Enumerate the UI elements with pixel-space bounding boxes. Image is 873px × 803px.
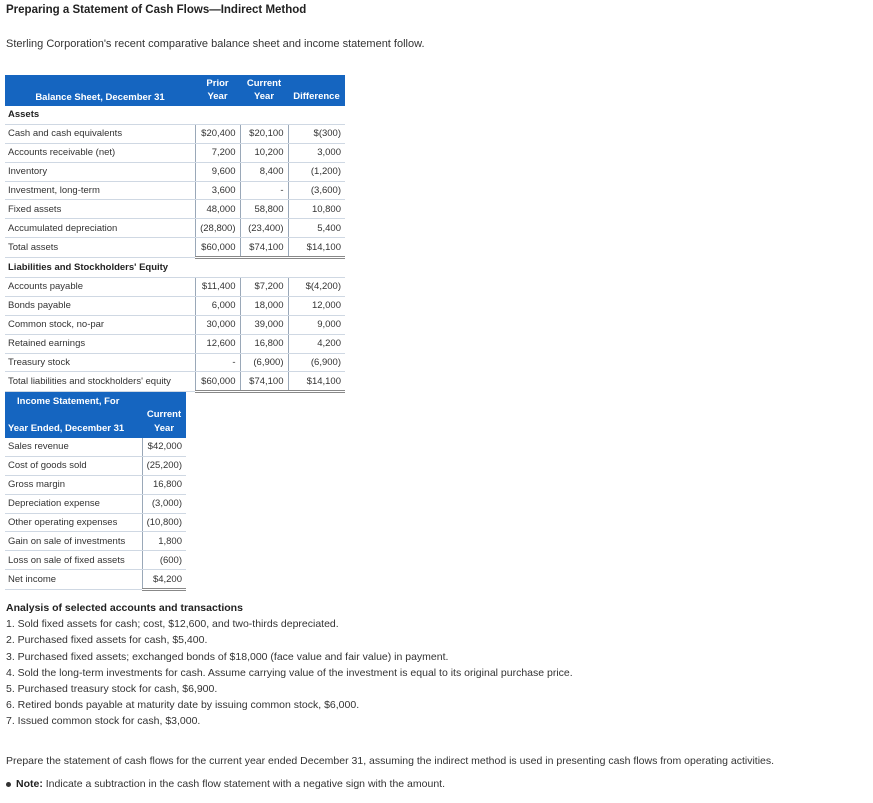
difference-value: (6,900)	[288, 353, 345, 372]
bs-col-prior: Prior Year	[195, 75, 240, 106]
table-row	[5, 438, 186, 456]
current-value: (23,400)	[240, 219, 288, 238]
prior-value: 48,000	[195, 200, 240, 219]
note	[6, 778, 445, 790]
table-row	[5, 124, 345, 143]
note-text: Indicate a subtraction in the cash flow statement with a negative sign with the amount.	[42, 778, 445, 790]
prior-value: 30,000	[195, 315, 240, 334]
balance-sheet-table	[5, 75, 345, 393]
difference-value: 3,000	[288, 143, 345, 162]
difference-value: $(4,200)	[288, 278, 345, 297]
table-row	[5, 475, 186, 494]
row-label: Depreciation expense	[5, 494, 142, 513]
current-value: $7,200	[240, 278, 288, 297]
table-row	[5, 143, 345, 162]
table-row	[5, 334, 345, 353]
analysis-item: 1. Sold fixed assets for cash; cost, $12,600, and two-thirds depreciated.	[6, 618, 339, 631]
row-label: Inventory	[5, 162, 195, 181]
intro-text: Sterling Corporation's recent comparative balance sheet and income statement follow.	[6, 38, 425, 50]
difference-value: $(300)	[288, 124, 345, 143]
row-label: Treasury stock	[5, 353, 195, 372]
prior-value: -	[195, 353, 240, 372]
table-row	[5, 551, 186, 570]
table-row	[5, 494, 186, 513]
current-value: 16,800	[142, 475, 186, 494]
table-row	[5, 162, 345, 181]
row-label: Bonds payable	[5, 296, 195, 315]
current-value: $42,000	[142, 438, 186, 456]
liabilities-heading: Liabilities and Stockholders' Equity	[5, 258, 195, 278]
prior-value: $60,000	[195, 372, 240, 392]
assets-heading: Assets	[5, 106, 195, 124]
analysis-heading: Analysis of selected accounts and transactions	[6, 602, 243, 614]
total-row	[5, 372, 345, 392]
table-row	[5, 532, 186, 551]
prior-value: 9,600	[195, 162, 240, 181]
is-header-label: Income Statement, For Year Ended, December 31	[5, 392, 142, 438]
row-label: Total liabilities and stockholders' equity	[5, 372, 195, 392]
current-value: (6,900)	[240, 353, 288, 372]
current-value: $20,100	[240, 124, 288, 143]
prior-value: 7,200	[195, 143, 240, 162]
table-row	[5, 296, 345, 315]
table-row	[5, 219, 345, 238]
analysis-item: 3. Purchased fixed assets; exchanged bonds of $18,000 (face value and fair value) in payment.	[6, 650, 449, 663]
difference-value: 4,200	[288, 334, 345, 353]
row-label: Fixed assets	[5, 200, 195, 219]
row-label: Net income	[5, 570, 142, 590]
row-label: Investment, long-term	[5, 181, 195, 200]
income-statement-table	[5, 392, 186, 591]
note-label: Note:	[16, 778, 43, 790]
row-label: Common stock, no-par	[5, 315, 195, 334]
current-value: $4,200	[142, 570, 186, 590]
analysis-item: 7. Issued common stock for cash, $3,000.	[6, 715, 201, 728]
difference-value: $14,100	[288, 372, 345, 392]
row-label: Retained earnings	[5, 334, 195, 353]
table-row	[5, 513, 186, 532]
current-value: -	[240, 181, 288, 200]
prior-value: 6,000	[195, 296, 240, 315]
current-value: 16,800	[240, 334, 288, 353]
current-value: 18,000	[240, 296, 288, 315]
prior-value: $60,000	[195, 238, 240, 258]
table-row	[5, 353, 345, 372]
analysis-item: 5. Purchased treasury stock for cash, $6,900.	[6, 683, 218, 696]
row-label: Loss on sale of fixed assets	[5, 551, 142, 570]
prior-value: 12,600	[195, 334, 240, 353]
table-row	[5, 181, 345, 200]
bs-col-difference: Difference	[288, 75, 345, 106]
row-label: Gross margin	[5, 475, 142, 494]
difference-value: 10,800	[288, 200, 345, 219]
difference-value: 9,000	[288, 315, 345, 334]
table-row	[5, 456, 186, 475]
difference-value: $14,100	[288, 238, 345, 258]
row-label: Cost of goods sold	[5, 456, 142, 475]
row-label: Cash and cash equivalents	[5, 124, 195, 143]
prior-value: 3,600	[195, 181, 240, 200]
table-row	[5, 315, 345, 334]
current-value: $74,100	[240, 238, 288, 258]
current-value: (25,200)	[142, 456, 186, 475]
analysis-item: 6. Retired bonds payable at maturity date by issuing common stock, $6,000.	[6, 699, 360, 712]
current-value: 58,800	[240, 200, 288, 219]
total-row	[5, 570, 186, 590]
current-value: 39,000	[240, 315, 288, 334]
table-row	[5, 200, 345, 219]
difference-value: 5,400	[288, 219, 345, 238]
current-value: 8,400	[240, 162, 288, 181]
row-label: Total assets	[5, 238, 195, 258]
analysis-item: 2. Purchased fixed assets for cash, $5,400.	[6, 634, 208, 647]
income-statement	[5, 392, 186, 591]
difference-value: (1,200)	[288, 162, 345, 181]
prior-value: $20,400	[195, 124, 240, 143]
bs-col-current: Current Year	[240, 75, 288, 106]
analysis-section	[6, 600, 573, 730]
row-label: Gain on sale of investments	[5, 532, 142, 551]
current-value: 1,800	[142, 532, 186, 551]
bullet-icon	[6, 782, 11, 787]
table-row	[5, 278, 345, 297]
row-label: Sales revenue	[5, 438, 142, 456]
prior-value: (28,800)	[195, 219, 240, 238]
bs-header-label: Balance Sheet, December 31	[5, 75, 195, 106]
balance-sheet	[5, 75, 345, 393]
difference-value: 12,000	[288, 296, 345, 315]
row-label: Accounts payable	[5, 278, 195, 297]
prior-value: $11,400	[195, 278, 240, 297]
difference-value: (3,600)	[288, 181, 345, 200]
instructions-text: Prepare the statement of cash flows for the current year ended December 31, assuming the indirect method is used in presenting cash flows from operating activities.	[6, 755, 775, 767]
total-row	[5, 238, 345, 258]
current-value: (3,000)	[142, 494, 186, 513]
is-col-current: Current Year	[142, 392, 186, 438]
current-value: (10,800)	[142, 513, 186, 532]
row-label: Other operating expenses	[5, 513, 142, 532]
row-label: Accumulated depreciation	[5, 219, 195, 238]
row-label: Accounts receivable (net)	[5, 143, 195, 162]
analysis-item: 4. Sold the long-term investments for cash. Assume carrying value of the investment is equal to its original purchase price.	[6, 666, 573, 679]
current-value: 10,200	[240, 143, 288, 162]
current-value: (600)	[142, 551, 186, 570]
page-title: Preparing a Statement of Cash Flows—Indirect Method	[6, 4, 307, 16]
current-value: $74,100	[240, 372, 288, 392]
